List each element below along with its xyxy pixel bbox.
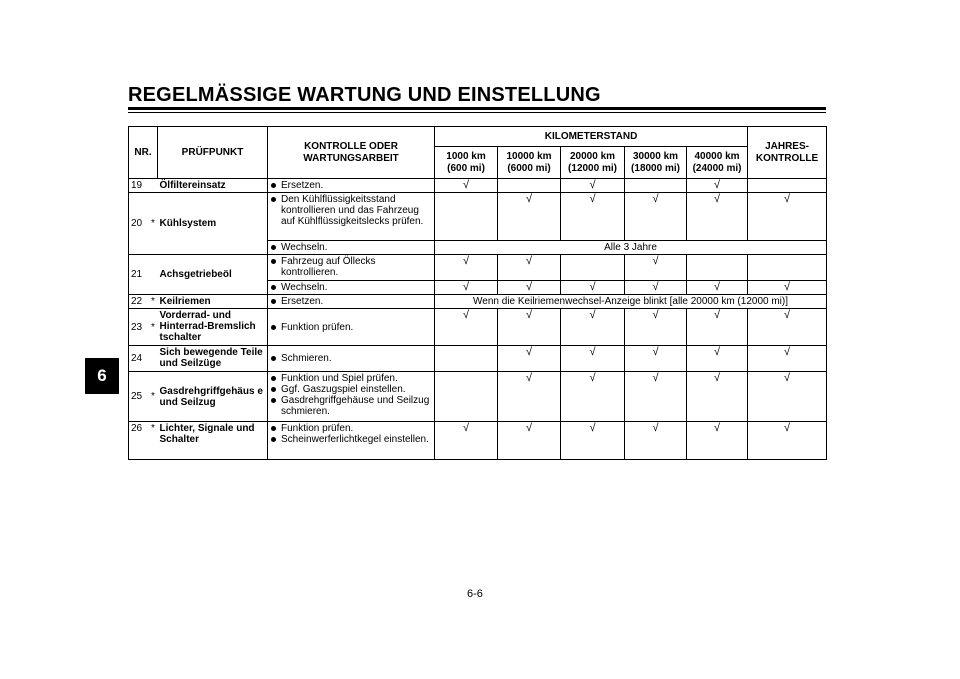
header-annual-line2: KONTROLLE (755, 152, 819, 164)
row-star (149, 179, 158, 193)
check-mark: √ (435, 281, 498, 295)
interval-note: Wenn die Keilriemenwechsel-Anzeige blinkt [alle 20000 km (12000 mi)] (435, 295, 827, 309)
work-step: Funktion prüfen. (270, 423, 432, 434)
row-item: Achsgetriebeöl (158, 255, 268, 295)
interval-note: Alle 3 Jahre (435, 241, 827, 255)
row-item: Lichter, Signale und Schalter (158, 422, 268, 460)
table-row (129, 346, 827, 372)
page-title: REGELMÄSSIGE WARTUNG UND EINSTELLUNG (128, 84, 601, 106)
header-km-col (625, 147, 687, 179)
row-work (268, 193, 435, 241)
check-mark: √ (625, 309, 687, 346)
table-row (129, 295, 827, 309)
work-step: Ersetzen. (270, 296, 432, 307)
table-row (129, 309, 827, 346)
check-mark: √ (625, 422, 687, 460)
row-star: * (149, 372, 158, 422)
row-item: Sich bewegende Teile und Seilzüge (158, 346, 268, 372)
row-star: * (149, 309, 158, 346)
check-mark: √ (625, 346, 687, 372)
check-mark: √ (435, 422, 498, 460)
header-km: KILOMETERSTAND (435, 127, 748, 147)
header-km-col (498, 147, 561, 179)
header-mi-value: (600 mi) (447, 162, 485, 174)
row-work (268, 422, 435, 460)
check-mark: √ (498, 309, 561, 346)
row-work (268, 281, 435, 295)
check-mark: √ (498, 422, 561, 460)
row-item: Gasdrehgriffgehäus e und Seilzug (158, 372, 268, 422)
row-item: Keilriemen (158, 295, 268, 309)
empty-cell (748, 179, 827, 193)
page-number: 6-6 (467, 588, 483, 600)
work-step: Fahrzeug auf Öllecks kontrollieren. (270, 256, 432, 278)
row-work (268, 372, 435, 422)
header-km-col (687, 147, 748, 179)
check-mark: √ (498, 255, 561, 281)
check-mark: √ (748, 346, 827, 372)
check-mark: √ (561, 193, 625, 241)
row-number: 26 (129, 422, 149, 460)
header-km-value: 20000 km (569, 150, 616, 162)
check-mark: √ (687, 422, 748, 460)
check-mark: √ (625, 372, 687, 422)
table-row (129, 255, 827, 281)
work-step: Wechseln. (270, 282, 432, 293)
header-km-value: 40000 km (694, 150, 740, 162)
row-star (149, 255, 158, 295)
work-step: Schmieren. (270, 353, 432, 364)
empty-cell (435, 372, 498, 422)
check-mark: √ (687, 193, 748, 241)
row-number: 22 (129, 295, 149, 309)
title-rule-thick (128, 107, 826, 110)
check-mark: √ (687, 346, 748, 372)
header-km-value: 30000 km (632, 150, 679, 162)
check-mark: √ (498, 193, 561, 241)
work-step: Gasdrehgriffgehäuse und Seilzug schmieren. (270, 395, 432, 417)
check-mark: √ (561, 179, 625, 193)
header-annual (748, 127, 827, 179)
row-number: 25 (129, 372, 149, 422)
header-work (268, 127, 435, 179)
row-item: Ölfiltereinsatz (158, 179, 268, 193)
check-mark: √ (748, 309, 827, 346)
work-step: Den Kühlflüssigkeitsstand kontrollieren und das Fahrzeug auf Kühlflüssigkeitslecks prüfen. (270, 194, 432, 227)
header-mi-value: (6000 mi) (507, 162, 551, 174)
work-step: Scheinwerferlichtkegel einstellen. (270, 434, 432, 445)
empty-cell (748, 255, 827, 281)
row-work (268, 255, 435, 281)
table-row (129, 422, 827, 460)
check-mark: √ (748, 372, 827, 422)
empty-cell (435, 193, 498, 241)
check-mark: √ (561, 281, 625, 295)
header-km-value: 1000 km (446, 150, 486, 162)
header-mi-value: (18000 mi) (631, 162, 680, 174)
check-mark: √ (561, 422, 625, 460)
table-row (129, 193, 827, 241)
check-mark: √ (435, 179, 498, 193)
row-work (268, 241, 435, 255)
check-mark: √ (498, 372, 561, 422)
row-number: 24 (129, 346, 149, 372)
empty-cell (687, 255, 748, 281)
table-row (129, 179, 827, 193)
title-rule-thin (128, 112, 826, 113)
work-step: Funktion prüfen. (270, 322, 432, 333)
work-step: Ersetzen. (270, 180, 432, 191)
check-mark: √ (561, 346, 625, 372)
work-step: Funktion und Spiel prüfen. (270, 373, 432, 384)
header-km-col (435, 147, 498, 179)
row-work (268, 309, 435, 346)
row-number: 23 (129, 309, 149, 346)
empty-cell (625, 179, 687, 193)
row-item: Vorderrad- und Hinterrad-Bremslich tschalter (158, 309, 268, 346)
work-step: Wechseln. (270, 242, 432, 253)
chapter-tab: 6 (85, 358, 119, 394)
row-star: * (149, 193, 158, 255)
check-mark: √ (748, 281, 827, 295)
row-star (149, 346, 158, 372)
check-mark: √ (625, 281, 687, 295)
row-work (268, 346, 435, 372)
row-work (268, 179, 435, 193)
header-mi-value: (24000 mi) (692, 162, 742, 174)
row-star: * (149, 422, 158, 460)
check-mark: √ (498, 346, 561, 372)
empty-cell (561, 255, 625, 281)
check-mark: √ (748, 193, 827, 241)
check-mark: √ (561, 372, 625, 422)
row-number: 20 (129, 193, 149, 255)
row-work (268, 295, 435, 309)
check-mark: √ (625, 193, 687, 241)
header-mi-value: (12000 mi) (568, 162, 617, 174)
row-star: * (149, 295, 158, 309)
check-mark: √ (687, 179, 748, 193)
row-number: 19 (129, 179, 149, 193)
work-step: Ggf. Gaszugspiel einstellen. (270, 384, 432, 395)
header-work-line2: WARTUNGSARBEIT (303, 152, 399, 164)
maintenance-table (128, 126, 827, 460)
header-km-value: 10000 km (506, 150, 552, 162)
check-mark: √ (561, 309, 625, 346)
empty-cell (498, 179, 561, 193)
check-mark: √ (498, 281, 561, 295)
check-mark: √ (687, 372, 748, 422)
row-number: 21 (129, 255, 149, 295)
row-item: Kühlsystem (158, 193, 268, 255)
check-mark: √ (435, 255, 498, 281)
check-mark: √ (435, 309, 498, 346)
header-nr: NR. (129, 127, 158, 179)
check-mark: √ (687, 309, 748, 346)
header-work-line1: KONTROLLE ODER (304, 140, 398, 152)
check-mark: √ (625, 255, 687, 281)
header-km-col (561, 147, 625, 179)
empty-cell (435, 346, 498, 372)
check-mark: √ (687, 281, 748, 295)
header-annual-line1: JAHRES- (765, 140, 809, 152)
header-item: PRÜFPUNKT (158, 127, 268, 179)
table-row (129, 372, 827, 422)
check-mark: √ (748, 422, 827, 460)
